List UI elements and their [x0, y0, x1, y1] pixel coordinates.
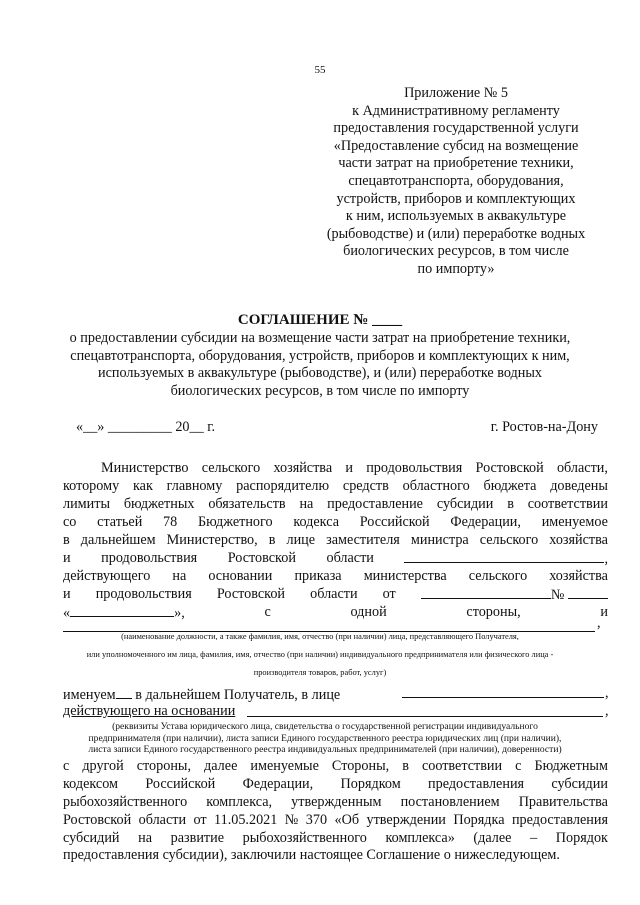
annex-line: части затрат на приобретение техники, — [338, 155, 574, 172]
subtitle-line: биологических ресурсов, в том числе по импорту — [170, 382, 470, 399]
basis-note — [40, 721, 610, 756]
subtitle-line: спецавтотранспорта, оборудования, устройств, приборов и комплектующих к ним, — [70, 347, 570, 364]
minister-name-blank[interactable]: , — [404, 549, 608, 567]
annex-line: спецавтотранспорта, оборудования, — [348, 172, 564, 189]
agreement-subtitle — [50, 330, 590, 400]
recipient-name-comma: , — [597, 615, 601, 631]
recipient-line-1: именуем в дальнейшем Получатель, в лице — [63, 687, 341, 703]
annex-line: к Административному регламенту — [352, 102, 560, 119]
basis-note-line: листа записи Единого государственного реестра индивидуальных предпринимателей (при наличии), доверенности) — [88, 744, 562, 755]
recipient-note-line: или уполномоченного им лица, фамилия, имя, отчество (при наличии) индивидуального предпринимателя или физического лица - — [86, 650, 554, 659]
order-day-blank[interactable]: « », — [63, 605, 185, 621]
paragraph-1-line-6: и продовольствия Ростовской области , — [63, 550, 608, 567]
basis-comma: , — [605, 703, 609, 719]
paragraph-2-line-5: субсидий на развитие рыбохозяйственного комплекса» (далее – Порядок — [63, 830, 608, 846]
basis-blank[interactable] — [247, 702, 603, 717]
paragraph-1-line-8: и продовольствия Ростовской области от № — [63, 585, 608, 603]
basis-note-line: (реквизиты Устава юридического лица, свидетельства о государственной регистрации индивидуального — [112, 721, 538, 732]
annex-line: устройств, приборов и комплектующих — [336, 190, 576, 207]
recipient-note-line: (наименование должности, а также фамилия, имя, отчество (при наличии) лица, представляющего Получателя, — [121, 632, 519, 641]
annex-line: Приложение № 5 — [404, 85, 508, 101]
paragraph-2-line-4: Ростовской области от 11.05.2021 № 370 «Об утверждении Порядка предоставления — [63, 812, 608, 828]
recipient-line-2: действующего на основании — [63, 703, 236, 719]
recipient-name-blank[interactable] — [63, 617, 595, 632]
paragraph-1-line-9: « », с одной стороны, и — [63, 604, 608, 621]
recipient-note-line: производителя товаров, работ, услуг) — [253, 668, 387, 677]
subtitle-line: о предоставлении субсидии на возмещение части затрат на приобретение техники, — [69, 330, 571, 346]
paragraph-1-line-7: действующего на основании приказа министерства сельского хозяйства — [63, 568, 608, 584]
agreement-city: г. Ростов-на-Дону — [490, 419, 598, 435]
representative-comma: , — [605, 685, 609, 701]
annex-line: (рыбоводстве) и (или) переработке водных — [326, 225, 586, 242]
paragraph-1-line-2: которому как главному распорядителю средств областного бюджета доведены — [63, 478, 608, 494]
recipient-ending-blank[interactable] — [116, 685, 132, 699]
annex-line: «Предоставление субсид на возмещение — [333, 137, 579, 154]
page-number: 55 — [314, 64, 326, 76]
subtitle-line: используемых в аквакультуре (рыбоводстве), и (или) переработке водных — [98, 365, 542, 382]
representative-blank[interactable] — [402, 683, 604, 698]
annex-line: биологических ресурсов, в том числе — [343, 243, 569, 260]
paragraph-1-line-1: Министерство сельского хозяйства и продовольствия Ростовской области, — [101, 460, 608, 476]
agreement-title: СОГЛАШЕНИЕ № ____ — [237, 312, 403, 328]
paragraph-1-line-3: лимиты бюджетных обязательств на предоставление субсидии в соответствии — [63, 496, 608, 512]
basis-note-line: предпринимателя (при наличии), листа записи Единого государственного реестра юридических лиц (при наличии), — [88, 732, 562, 744]
annex-line: предоставления государственной услуги — [333, 120, 579, 137]
paragraph-1-line-4: со статьей 78 Бюджетного кодекса Российской Федерации, именуемое — [63, 514, 608, 530]
annex-line: к ним, используемых в аквакультуре — [345, 208, 567, 225]
annex-header — [300, 85, 612, 279]
paragraph-1-line-5: в дальнейшем Министерство, в лице заместителя министра сельского хозяйства — [63, 532, 608, 548]
agreement-date: «__» _________ 20__ г. — [76, 419, 215, 435]
order-date-number-blanks[interactable]: № — [421, 585, 608, 603]
paragraph-2-line-3: рыбохозяйственного комплекса, утвержденным постановлением Правительства — [63, 794, 608, 810]
annex-line: по импорту» — [417, 260, 495, 277]
paragraph-2-line-1: с другой стороны, далее именуемые Стороны, в соответствии с Бюджетным — [63, 758, 608, 774]
paragraph-2-line-6: предоставления субсидии), заключили настоящее Соглашение о нижеследующем. — [63, 847, 560, 863]
paragraph-2-line-2: кодексом Российской Федерации, Порядком предоставления субсидии — [63, 776, 608, 792]
